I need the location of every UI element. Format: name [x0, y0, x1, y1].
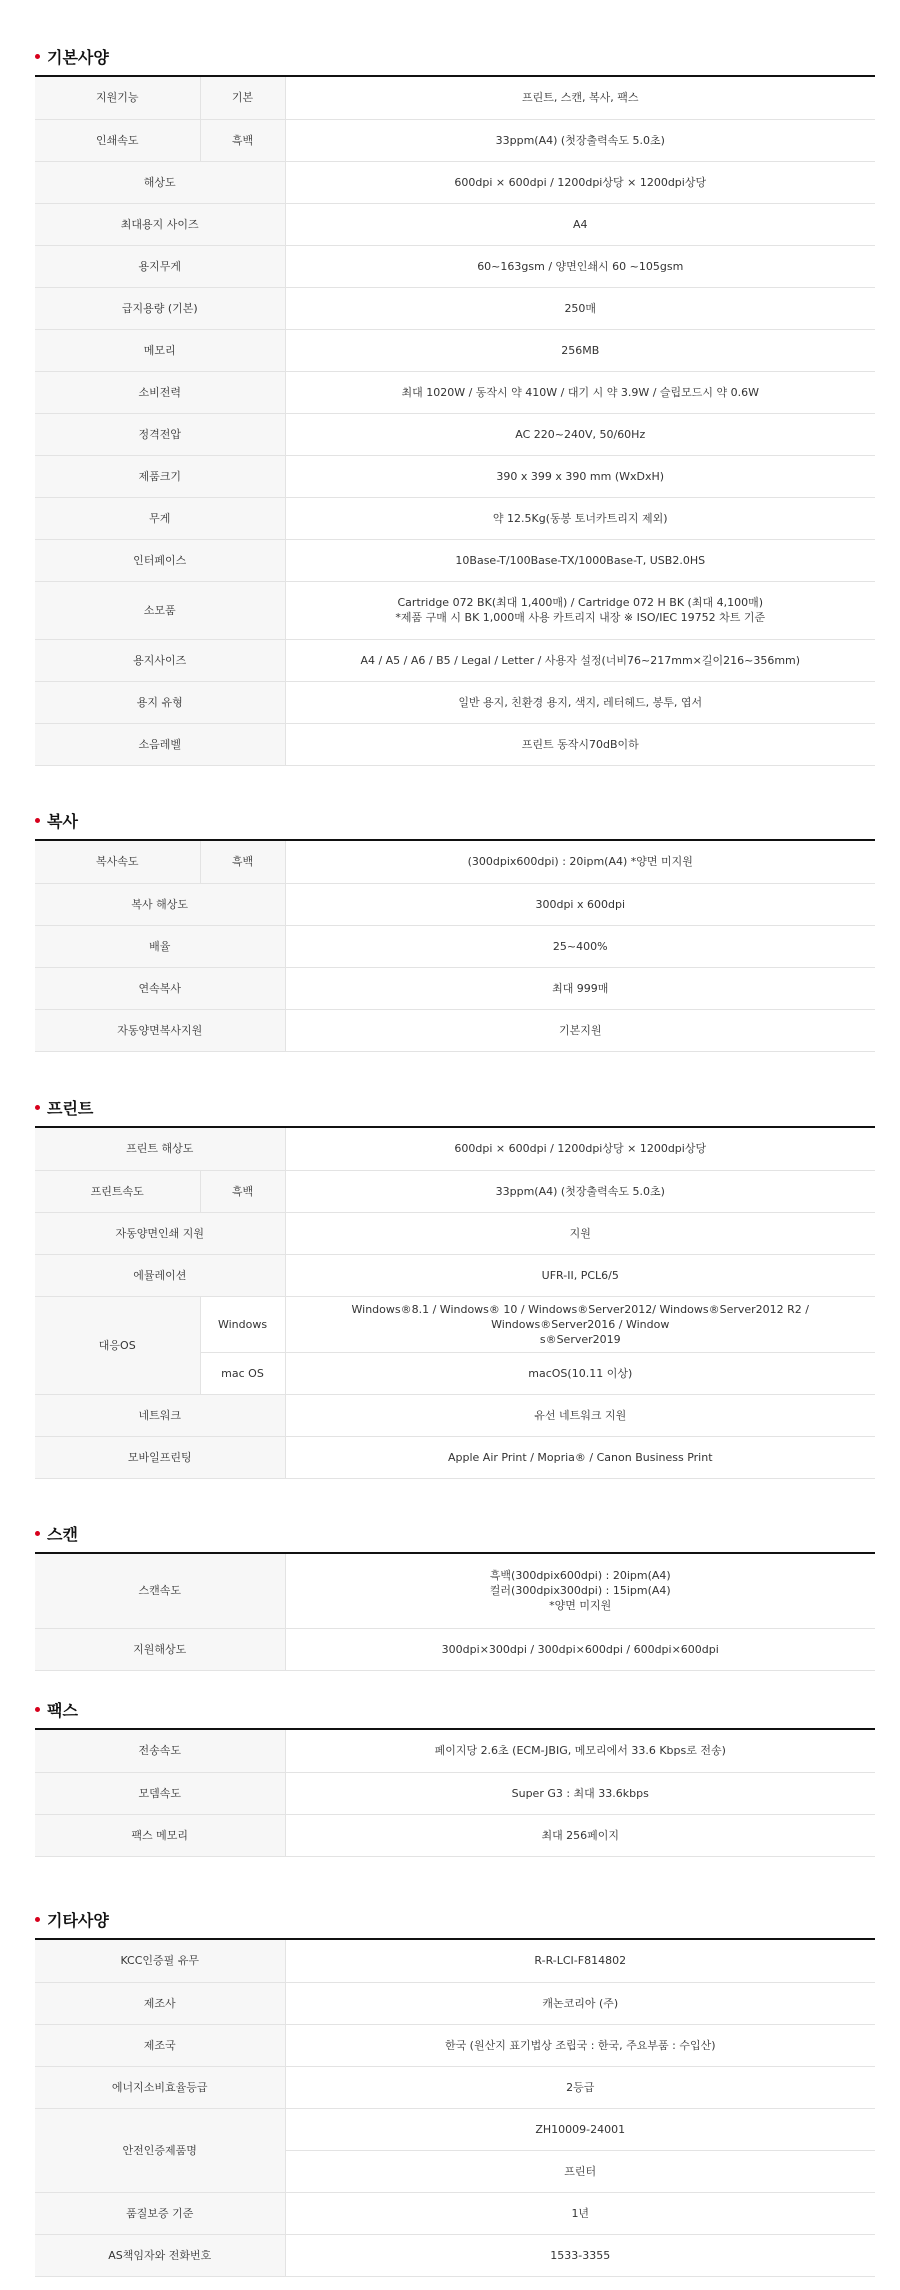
row-label: KCC인증필 유무 [35, 1940, 285, 1982]
row-value: 300dpi x 600dpi [285, 883, 875, 925]
row-value: 25~400% [285, 925, 875, 967]
row-label: 안전인증제품명 [35, 2108, 285, 2192]
row-value: 2등급 [285, 2066, 875, 2108]
section-copy [35, 808, 875, 1052]
row-label: 네트워크 [35, 1394, 285, 1436]
row-value: 600dpi × 600dpi / 1200dpi상당 × 1200dpi상당 [285, 1128, 875, 1170]
bullet-dot-icon [35, 1531, 40, 1536]
row-value: 한국 (원산지 표기법상 조립국 : 한국, 주요부품 : 수입산) [285, 2024, 875, 2066]
row-label: 정격전압 [35, 413, 285, 455]
row-label: 복사속도 [35, 841, 200, 883]
row-label: 에뮬레이션 [35, 1254, 285, 1296]
section-title: 기타사양 [47, 1911, 109, 1930]
row-label: 스캔속도 [35, 1554, 285, 1628]
row-label: 제조국 [35, 2024, 285, 2066]
row-value: 유선 네트워크 지원 [285, 1394, 875, 1436]
section-title: 프린트 [47, 1099, 94, 1118]
row-label: AS책임자와 전화번호 [35, 2234, 285, 2276]
row-value: Apple Air Print / Mopria® / Canon Business Print [285, 1436, 875, 1478]
row-label: 소비전력 [35, 371, 285, 413]
row-value: 256MB [285, 329, 875, 371]
table-row [35, 1212, 875, 1254]
row-label: 소음레벨 [35, 723, 285, 765]
row-value: 약 12.5Kg(동봉 토너카트리지 제외) [285, 497, 875, 539]
row-value: (300dpix600dpi) : 20ipm(A4) *양면 미지원 [285, 841, 875, 883]
section-scan [35, 1521, 875, 1671]
table-row [35, 1940, 875, 1982]
table-row [35, 925, 875, 967]
table-row [35, 161, 875, 203]
row-value: UFR-II, PCL6/5 [285, 1254, 875, 1296]
row-sublabel: 흑백 [200, 841, 285, 883]
row-value: 최대 1020W / 동작시 약 410W / 대기 시 약 3.9W / 슬립모드시 약 0.6W [285, 371, 875, 413]
section-other-spec [35, 1907, 875, 2277]
section-basic-spec [35, 44, 875, 766]
table-row [35, 1628, 875, 1670]
table-row [35, 245, 875, 287]
table-row [35, 371, 875, 413]
row-label: 용지무게 [35, 245, 285, 287]
table-row [35, 413, 875, 455]
row-label: 프린트속도 [35, 1170, 200, 1212]
row-sublabel: 흑백 [200, 119, 285, 161]
row-label: 최대용지 사이즈 [35, 203, 285, 245]
table-row [35, 119, 875, 161]
table-row [35, 497, 875, 539]
spec-table [35, 1554, 875, 1671]
table-row [35, 2108, 875, 2150]
row-label: 프린트 해상도 [35, 1128, 285, 1170]
row-label: 해상도 [35, 161, 285, 203]
table-row [35, 883, 875, 925]
table-row [35, 967, 875, 1009]
table-row [35, 329, 875, 371]
row-value-note: *제품 구매 시 BK 1,000매 사용 카트리지 내장 ※ ISO/IEC 19752 차트 기준 [395, 611, 766, 624]
row-label: 배율 [35, 925, 285, 967]
row-label: 용지 유형 [35, 681, 285, 723]
row-value: 33ppm(A4) (첫장출력속도 5.0초) [285, 1170, 875, 1212]
row-value-line2: 컬러(300dpix300dpi) : 15ipm(A4) [489, 1584, 671, 1598]
table-row [35, 2192, 875, 2234]
row-sublabel: 흑백 [200, 1170, 285, 1212]
row-value: 최대 999매 [285, 967, 875, 1009]
row-value: 지원 [285, 1212, 875, 1254]
row-sublabel: 기본 [200, 77, 285, 119]
table-row [35, 539, 875, 581]
table-row [35, 841, 875, 883]
bullet-dot-icon [35, 1105, 40, 1110]
row-label: 팩스 메모리 [35, 1814, 285, 1856]
row-label: 급지용량 (기본) [35, 287, 285, 329]
row-label: 지원기능 [35, 77, 200, 119]
row-value: A4 / A5 / A6 / B5 / Legal / Letter / 사용자 설정(너비76~217mm×길이216~356mm) [285, 639, 875, 681]
table-row [35, 1170, 875, 1212]
row-value-cont: s®Server2019 [539, 1332, 621, 1346]
row-label: 복사 해상도 [35, 883, 285, 925]
row-value: 최대 256페이지 [285, 1814, 875, 1856]
row-value: 1년 [285, 2192, 875, 2234]
table-row [35, 1254, 875, 1296]
row-value: 390 x 399 x 390 mm (WxDxH) [285, 455, 875, 497]
table-row [35, 455, 875, 497]
row-value: 프린트, 스캔, 복사, 팩스 [285, 77, 875, 119]
table-row [35, 1009, 875, 1051]
row-sublabel: mac OS [200, 1352, 285, 1394]
row-value: 600dpi × 600dpi / 1200dpi상당 × 1200dpi상당 [285, 161, 875, 203]
table-row [35, 681, 875, 723]
table-row [35, 639, 875, 681]
row-label: 무게 [35, 497, 285, 539]
row-value: 캐논코리아 (주) [285, 1982, 875, 2024]
row-label: 소모품 [35, 581, 285, 639]
row-label: 모뎀속도 [35, 1772, 285, 1814]
spec-table [35, 1730, 875, 1857]
table-row [35, 1128, 875, 1170]
spec-table [35, 77, 875, 766]
row-value: macOS(10.11 이상) [285, 1352, 875, 1394]
bullet-dot-icon [35, 1917, 40, 1922]
section-title: 팩스 [47, 1701, 78, 1720]
row-value: A4 [285, 203, 875, 245]
row-value: Windows®8.1 / Windows® 10 / Windows®Server2012/ Windows®Server2012 R2 / Windows®Server2016 / Window [351, 1302, 809, 1331]
table-row [35, 1730, 875, 1772]
row-value: 300dpi×300dpi / 300dpi×600dpi / 600dpi×600dpi [285, 1628, 875, 1670]
row-label: 메모리 [35, 329, 285, 371]
row-value: R-R-LCI-F814802 [285, 1940, 875, 1982]
row-label: 연속복사 [35, 967, 285, 1009]
table-row [35, 287, 875, 329]
row-label: 자동양면인쇄 지원 [35, 1212, 285, 1254]
row-value: 흑백(300dpix600dpi) : 20ipm(A4) [489, 1569, 671, 1583]
row-value: Cartridge 072 BK(최대 1,400매) / Cartridge 072 H BK (최대 4,100매) [397, 596, 763, 609]
bullet-dot-icon [35, 1707, 40, 1712]
row-label: 인쇄속도 [35, 119, 200, 161]
row-value: 1533-3355 [285, 2234, 875, 2276]
section-title: 기본사양 [47, 48, 109, 67]
row-value: Super G3 : 최대 33.6kbps [285, 1772, 875, 1814]
row-label: 품질보증 기준 [35, 2192, 285, 2234]
row-value: 일반 용지, 친환경 용지, 색지, 레터헤드, 봉투, 엽서 [285, 681, 875, 723]
table-row [35, 2234, 875, 2276]
row-value: 프린트 동작시70dB이하 [285, 723, 875, 765]
row-value: 페이지당 2.6초 (ECM-JBIG, 메모리에서 33.6 Kbps로 전송) [285, 1730, 875, 1772]
row-value: ZH10009-24001 [285, 2108, 875, 2150]
row-label: 전송속도 [35, 1730, 285, 1772]
row-label: 에너지소비효율등급 [35, 2066, 285, 2108]
row-value: 60~163gsm / 양면인쇄시 60 ~105gsm [285, 245, 875, 287]
section-fax [35, 1697, 875, 1857]
row-value: 33ppm(A4) (첫장출력속도 5.0초) [285, 119, 875, 161]
spec-table [35, 841, 875, 1052]
table-row [35, 723, 875, 765]
table-row [35, 1554, 875, 1628]
row-value: 기본지원 [285, 1009, 875, 1051]
row-sublabel: Windows [200, 1296, 285, 1352]
row-value: AC 220~240V, 50/60Hz [285, 413, 875, 455]
table-row [35, 1394, 875, 1436]
row-label: 자동양면복사지원 [35, 1009, 285, 1051]
row-label: 모바일프린팅 [35, 1436, 285, 1478]
row-label: 제품크기 [35, 455, 285, 497]
row-value: 250매 [285, 287, 875, 329]
table-row [35, 2024, 875, 2066]
row-value: 프린터 [285, 2150, 875, 2192]
table-row [35, 203, 875, 245]
section-title: 복사 [47, 812, 78, 831]
table-row [35, 1436, 875, 1478]
table-row [35, 1982, 875, 2024]
row-label: 대응OS [35, 1296, 200, 1394]
row-label: 제조사 [35, 1982, 285, 2024]
bullet-dot-icon [35, 818, 40, 823]
row-label: 지원해상도 [35, 1628, 285, 1670]
row-value: 10Base-T/100Base-TX/1000Base-T, USB2.0HS [285, 539, 875, 581]
bullet-dot-icon [35, 54, 40, 59]
spec-table [35, 1128, 875, 1479]
section-print [35, 1095, 875, 1479]
section-title: 스캔 [47, 1525, 78, 1544]
table-row [35, 1296, 875, 1352]
table-row [35, 77, 875, 119]
table-row [35, 581, 875, 639]
row-value-note: *양면 미지원 [549, 1599, 612, 1613]
row-label: 용지사이즈 [35, 639, 285, 681]
table-row [35, 2066, 875, 2108]
row-label: 인터페이스 [35, 539, 285, 581]
table-row [35, 1814, 875, 1856]
table-row [35, 1772, 875, 1814]
spec-table [35, 1940, 875, 2277]
